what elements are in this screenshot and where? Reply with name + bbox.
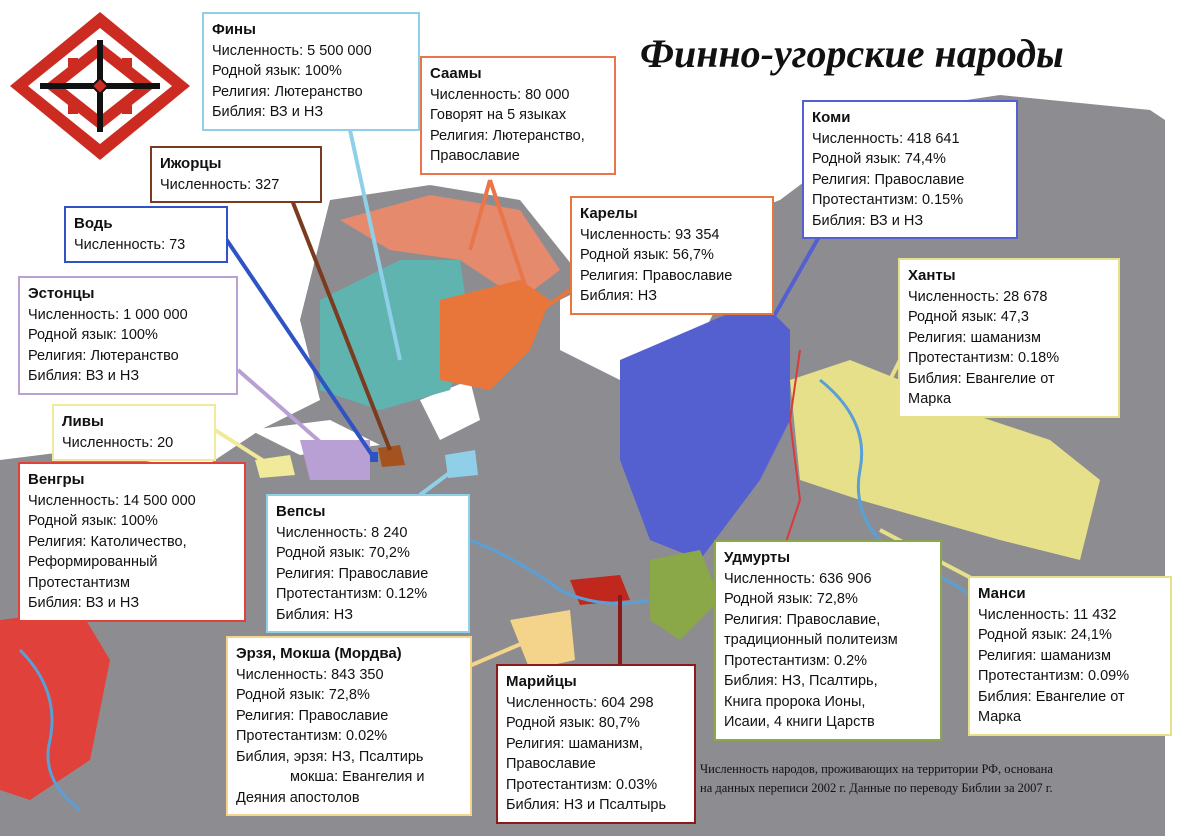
info-line: Деяния апостолов [236, 789, 360, 806]
info-line: мокша: Евангелия и [290, 769, 425, 785]
people-name: Ливы [62, 413, 104, 430]
info-line: Марка [978, 709, 1022, 725]
info-line: Библия: НЗ [276, 606, 353, 623]
info-line: Численность: 73 [74, 236, 186, 253]
info-box-veps [266, 494, 470, 633]
footnote [700, 760, 1053, 798]
people-name: Фины [212, 21, 256, 38]
info-line: Религия: шаманизм [908, 329, 1041, 346]
info-line: Родной язык: 47,3 [908, 309, 1029, 325]
info-line: Религия: Католичество, [28, 533, 187, 550]
people-name: Вепсы [276, 503, 326, 520]
info-line: Библия, эрзя: НЗ, Псалтирь [236, 748, 424, 765]
info-box-hungarians [18, 462, 246, 622]
info-line: Религия: шаманизм [978, 647, 1111, 664]
info-line: Родной язык: 56,7% [580, 247, 714, 263]
info-line: Родной язык: 72,8% [724, 591, 858, 607]
info-box-mordva [226, 636, 472, 816]
info-line: Родной язык: 72,8% [236, 687, 370, 703]
info-line: Книга пророка Ионы, [724, 693, 866, 710]
info-box-komi [802, 100, 1018, 239]
people-name: Ханты [908, 267, 956, 284]
info-line: Родной язык: 24,1% [978, 627, 1112, 643]
info-line: Библия: ВЗ и НЗ [28, 595, 140, 611]
info-line: Религия: Лютеранство [28, 347, 179, 364]
info-line: Библия: НЗ и Псалтырь [506, 797, 667, 813]
info-line: Численность: 1 000 000 [28, 306, 188, 323]
info-line: Протестантизм: 0.02% [236, 728, 388, 744]
info-box-mari [496, 664, 696, 824]
info-box-udmurt [714, 540, 942, 741]
info-line: Религия: Православие [276, 565, 429, 582]
people-name: Венгры [28, 471, 85, 488]
info-line: Протестантизм: 0.12% [276, 586, 428, 602]
info-line: Библия: ВЗ и НЗ [812, 212, 924, 229]
page-title: Финно-угорские народы [640, 31, 1064, 76]
info-line: Библия: НЗ, Псалтирь, [724, 673, 878, 689]
info-line: Родной язык: 100% [212, 63, 342, 79]
info-line: Родной язык: 100% [28, 327, 158, 343]
info-box-finns [202, 12, 420, 131]
info-line: Религия: Православие [580, 267, 733, 284]
info-line: Численность: 327 [160, 176, 280, 193]
people-name: Удмурты [724, 549, 791, 566]
info-line: Численность: 20 [62, 434, 174, 451]
footnote-line: Численность народов, проживающих на территории РФ, основана [700, 762, 1053, 776]
info-box-estonians [18, 276, 238, 395]
people-name: Манси [978, 585, 1026, 602]
info-box-saami [420, 56, 616, 175]
info-line: Численность: 11 432 [978, 606, 1117, 623]
info-line: Протестантизм: 0.03% [506, 776, 658, 793]
people-name: Водь [74, 215, 113, 232]
info-line: Религия: Лютеранство [212, 83, 363, 100]
info-box-mansi [968, 576, 1172, 736]
people-name: Эстонцы [28, 285, 95, 302]
info-box-livs [52, 404, 216, 461]
info-line: Православие [506, 756, 596, 772]
info-box-khanty [898, 258, 1120, 418]
info-box-izhor [150, 146, 322, 203]
info-line: Реформированный [28, 554, 158, 570]
info-line: Религия: Православие [812, 171, 965, 188]
info-line: Численность: 28 678 [908, 288, 1048, 305]
info-line: Религия: Лютеранство, [430, 127, 585, 144]
info-box-karels [570, 196, 774, 315]
region-estonians [300, 440, 370, 480]
info-line: Библия: ВЗ и НЗ [212, 104, 324, 120]
info-line: Религия: Православие [236, 707, 389, 724]
info-line: Протестантизм: 0.15% [812, 192, 964, 208]
people-name: Коми [812, 109, 851, 126]
people-name: Ижорцы [160, 155, 222, 172]
info-line: Родной язык: 74,4% [812, 151, 946, 167]
info-line: Численность: 418 641 [812, 130, 960, 147]
info-line: Численность: 14 500 000 [28, 492, 196, 509]
info-line: Библия: Евангелие от [908, 370, 1055, 387]
info-line: Родной язык: 70,2% [276, 545, 410, 561]
info-line: Библия: НЗ [580, 288, 657, 304]
info-line: Религия: шаманизм, [506, 735, 643, 752]
info-line: Протестантизм: 0.18% [908, 350, 1060, 366]
info-line: традиционный политеизм [724, 632, 898, 648]
people-name: Марийцы [506, 673, 577, 690]
people-name: Эрзя, Мокша (Мордва) [236, 645, 402, 662]
info-line: Родной язык: 80,7% [506, 715, 640, 731]
people-name: Саамы [430, 65, 482, 82]
people-name: Карелы [580, 205, 638, 222]
ornament-logo [10, 12, 190, 160]
info-line: Численность: 93 354 [580, 226, 720, 243]
info-line: Численность: 636 906 [724, 570, 872, 587]
info-line: Протестантизм: 0.2% [724, 652, 868, 669]
info-line: Численность: 604 298 [506, 694, 654, 711]
info-line: Исаии, 4 книги Царств [724, 714, 875, 730]
info-line: Марка [908, 391, 952, 407]
info-line: Протестантизм: 0.09% [978, 668, 1130, 684]
info-line: Православие [430, 148, 520, 164]
info-line: Говорят на 5 языках [430, 107, 567, 123]
info-line: Религия: Православие, [724, 611, 881, 628]
info-line: Численность: 80 000 [430, 86, 570, 103]
info-line: Родной язык: 100% [28, 513, 158, 529]
info-line: Численность: 843 350 [236, 666, 384, 683]
info-line: Библия: Евангелие от [978, 688, 1125, 705]
info-line: Численность: 8 240 [276, 524, 408, 541]
info-line: Протестантизм [28, 574, 130, 591]
info-line: Библия: ВЗ и НЗ [28, 368, 140, 384]
info-box-vod [64, 206, 228, 263]
footnote-line: на данных переписи 2002 г. Данные по переводу Библии за 2007 г. [700, 781, 1053, 795]
info-line: Численность: 5 500 000 [212, 42, 372, 59]
